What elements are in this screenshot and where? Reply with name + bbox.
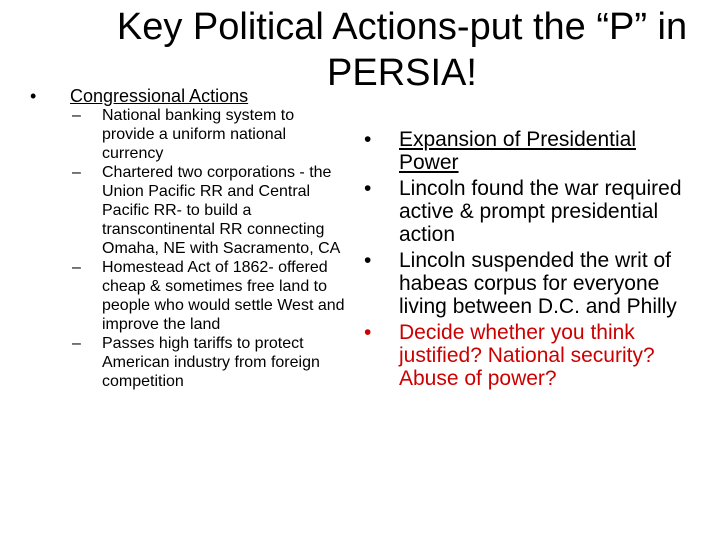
dash-icon: – bbox=[72, 259, 81, 276]
heading-text: Congressional Actions bbox=[70, 86, 249, 106]
congress-item-banking bbox=[30, 106, 350, 163]
presidential-power-column bbox=[357, 128, 687, 393]
congress-item-railroad bbox=[30, 163, 350, 258]
dash-icon: – bbox=[72, 335, 81, 352]
slide-title: Key Political Actions-put the “P” in PERSIA! bbox=[116, 6, 688, 94]
right-item-discussion bbox=[357, 321, 687, 390]
congress-item-tariffs bbox=[30, 334, 350, 391]
bullet-icon: • bbox=[30, 86, 37, 106]
item-text: National banking system to provide a uniform national currency bbox=[102, 107, 295, 162]
item-text: Lincoln suspended the writ of habeas corpus for everyone living between D.C. and Philly bbox=[399, 249, 677, 318]
bullet-icon: • bbox=[364, 321, 372, 344]
right-item-expansion bbox=[357, 128, 687, 174]
bullet-icon: • bbox=[364, 249, 372, 272]
dash-icon: – bbox=[72, 107, 81, 124]
congress-item-homestead bbox=[30, 258, 350, 334]
right-item-habeas bbox=[357, 249, 687, 318]
item-text: Lincoln found the war required active & prompt presidential action bbox=[399, 177, 682, 246]
right-item-war bbox=[357, 177, 687, 246]
congressional-actions-heading bbox=[30, 86, 350, 106]
item-text: Expansion of Presidential Power bbox=[399, 128, 636, 174]
bullet-icon: • bbox=[364, 177, 372, 200]
item-text: Passes high tariffs to protect American industry from foreign competition bbox=[102, 335, 320, 390]
item-text: Homestead Act of 1862- offered cheap & sometimes free land to people who would settle West and improve the land bbox=[102, 259, 345, 333]
dash-icon: – bbox=[72, 164, 81, 181]
congressional-actions-column bbox=[30, 86, 350, 391]
item-text: Decide whether you think justified? National security? Abuse of power? bbox=[399, 321, 655, 390]
bullet-icon: • bbox=[364, 128, 372, 151]
item-text: Chartered two corporations - the Union Pacific RR and Central Pacific RR- to build a transcontinental RR connecting Omaha, NE with Sacramento, CA bbox=[102, 164, 341, 257]
